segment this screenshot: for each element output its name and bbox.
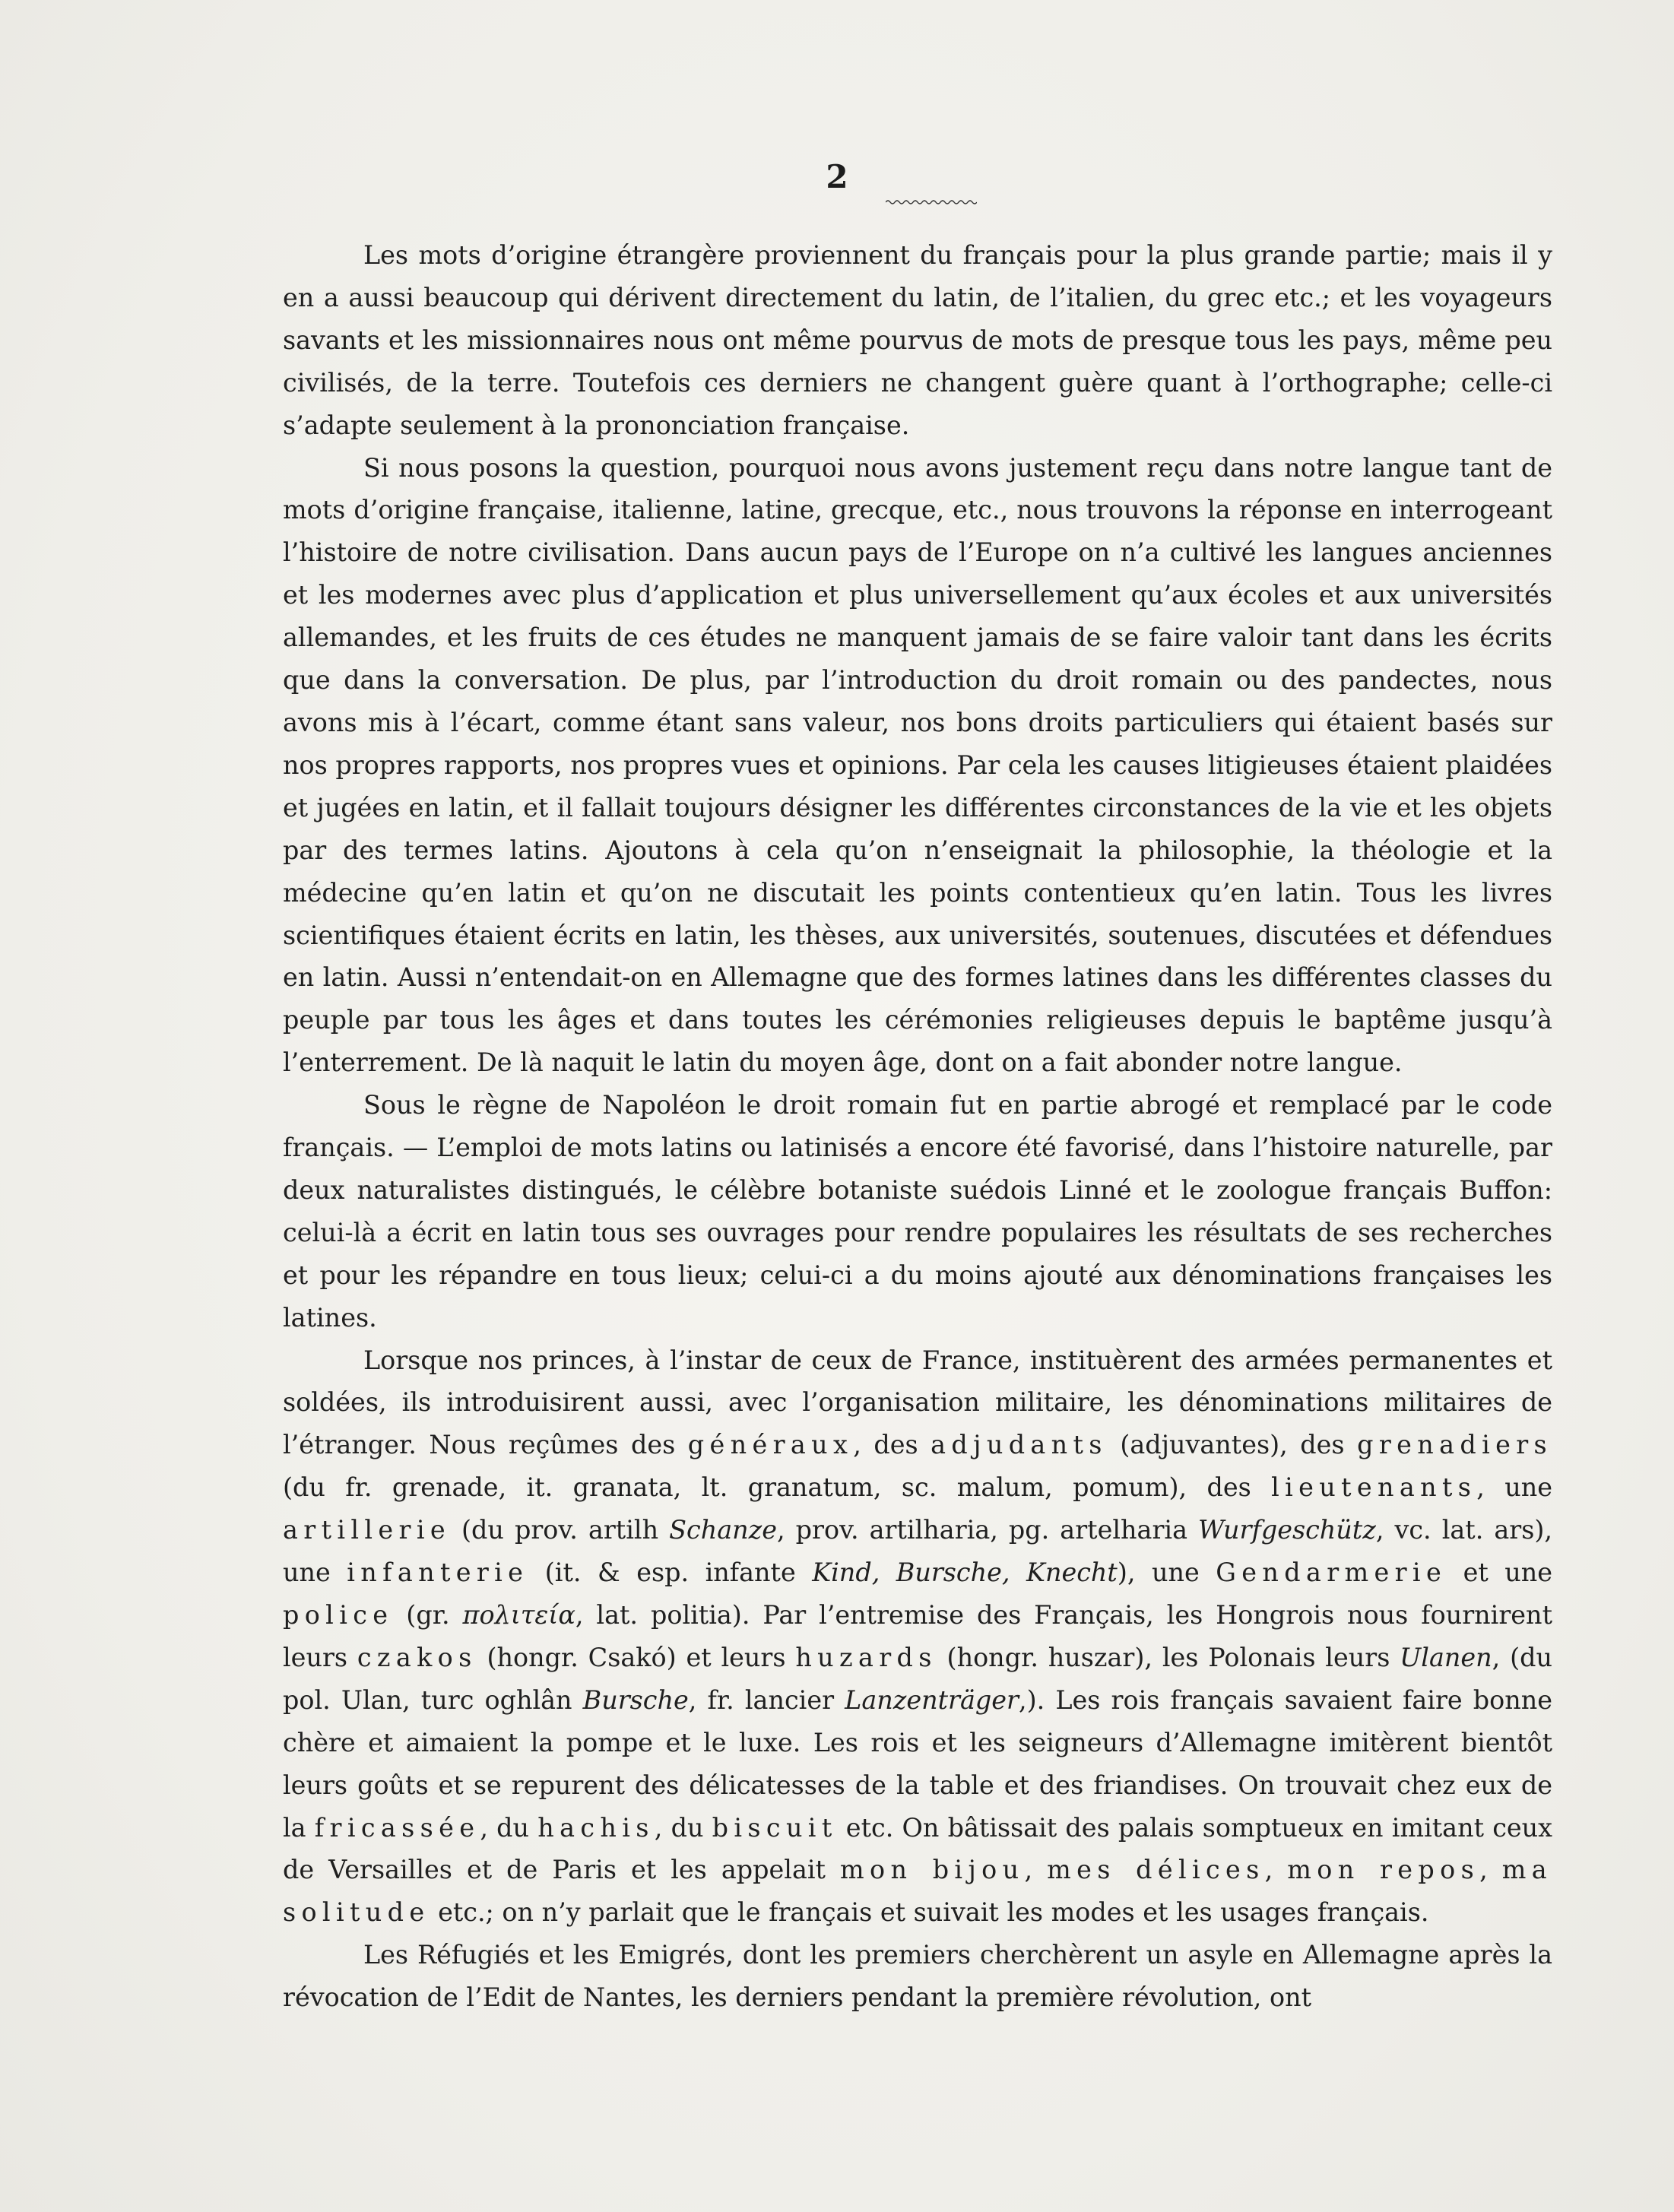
text-run: , lat. politia). Par l’entremise des Français, les Hongrois nous fournirent leurs (283, 1600, 1552, 1672)
italic-term: Kind, Bursche, Knecht (812, 1558, 1118, 1588)
text-run: Sous le règne de Napoléon le droit romain fut en partie abrogé et remplacé par le code français. — L’emploi de mots latins ou latinisés a encore été favorisé, dans l’histoire naturelle, par deux naturalistes distingués, le célèbre botaniste suédois Linné et le zoologue français Buffon: celui-là a écrit en latin tous ses ouvrages pour rendre populaires les résultats de ses recherches et pour les répandre en tous lieux; celui-ci a du moins ajouté aux dénominations françaises les latines. (283, 1090, 1552, 1333)
italic-term: Schanze (669, 1515, 777, 1545)
paragraph (283, 234, 1552, 447)
text-run: (adjuvantes), des (1107, 1430, 1358, 1460)
spaced-term: infanterie (347, 1558, 529, 1588)
body-text (283, 234, 1552, 2019)
spaced-term: police (283, 1600, 394, 1630)
italic-term: πολιτεία (462, 1600, 575, 1630)
spaced-term: généraux (687, 1430, 854, 1460)
spaced-term: mon repos (1287, 1855, 1480, 1885)
italic-term: Lanzenträger (845, 1684, 1019, 1715)
text-run: ,). Les rois français savaient faire bonne chère et aimaient la pompe et le luxe. Les rois et les seigneurs d’Allemagne imitèrent bientôt leurs goûts et se repurent des délicatesses de la table et des friandises. On trouvait chez eux de la (283, 1684, 1553, 1843)
spaced-term: hachis (537, 1812, 655, 1843)
text-run: Les Réfugiés et les Emigrés, dont les premiers cherchèrent un asyle en Allemagne après la révocation de l’Edit de Nantes, les derniers pendant la première révolution, ont (283, 1940, 1552, 2013)
spaced-term: grenadiers (1357, 1430, 1553, 1460)
page-number-container (0, 158, 1674, 195)
spaced-term: ma solitude (283, 1855, 1552, 1928)
text-run: Les mots d’origine étrangère proviennent du français pour la plus grande partie; mais il y en a aussi beaucoup qui dérivent directement du latin, de l’italien, du grec etc.; et les voyageurs savants et les missionnaires nous ont même pourvus de mots de presque tous les pays, même peu civilisés, de la terre. Toutefois ces derniers ne changent guère quant à l’orthographe; celle-ci s’adapte seulement à la prononciation française. (283, 240, 1552, 440)
text-run: et une (1447, 1558, 1552, 1588)
spaced-term: huzards (795, 1642, 937, 1672)
italic-term: Ulanen (1400, 1642, 1492, 1672)
text-run: , prov. artilharia, pg. artelharia (777, 1515, 1199, 1545)
spaced-term: lieutenants (1271, 1472, 1477, 1503)
text-run: (du fr. grenade, it. granata, lt. granatum, sc. malum, pomum), des (283, 1472, 1272, 1503)
text-run: , des (853, 1430, 931, 1460)
text-run: , fr. lancier (688, 1684, 845, 1715)
text-run: (hongr. Csakó) et leurs (477, 1642, 796, 1672)
spaced-term: Gendarmerie (1216, 1558, 1447, 1588)
spaced-term: artillerie (283, 1515, 451, 1545)
spaced-term: fricassée (314, 1812, 480, 1843)
text-run: (hongr. huszar), les Polonais leurs (937, 1642, 1400, 1672)
text-run: , (1264, 1855, 1288, 1885)
text-run: , (du pol. Ulan, turc oghlân (283, 1642, 1552, 1715)
spaced-term: mon bijou (840, 1855, 1025, 1885)
text-run: , une (1476, 1472, 1552, 1503)
page-number: 2 (826, 158, 848, 195)
page-number-ornament (886, 199, 977, 205)
paragraph (283, 1339, 1552, 1935)
text-run: , du (654, 1812, 712, 1843)
text-run: (gr. (393, 1600, 463, 1630)
text-run: (du prov. artilh (450, 1515, 670, 1545)
text-run: , du (480, 1812, 538, 1843)
text-run: Si nous posons la question, pourquoi nous avons justement reçu dans notre langue tant de mots d’origine française, italienne, latine, grecque, etc., nous trouvons la réponse en interrogeant l’histoire de notre civilisation. Dans aucun pays de l’Europe on n’a cultivé les langues anciennes et les modernes avec plus d’application et plus universellement qu’aux écoles et aux universités allemandes, et les fruits de ces études ne manquent jamais de se faire valoir tant dans les écrits que dans la conversation. De plus, par l’introduction du droit romain ou des pandectes, nous avons mis à l’écart, comme étant sans valeur, nos bons droits particuliers qui étaient basés sur nos propres rapports, nos propres vues et opinions. Par cela les causes litigieuses étaient plaidées et jugées en latin, et il fallait toujours désigner les différentes circonstances de la vie et les objets par des termes latins. Ajoutons à cela qu’on n’enseignait la philosophie, la théologie et la médecine qu’en latin et qu’on ne discutait les points contentieux qu’en latin. Tous les livres scientifiques étaient écrits en latin, les thèses, aux universités, soutenues, discutées et défendues en latin. Aussi n’entendait-on en Allemagne que des formes latines dans les différentes classes du peuple par tous les âges et dans toutes les cérémonies religieuses depuis le baptême jusqu’à l’enterrement. De là naquit le latin du moyen âge, dont on a fait abonder notre langue. (283, 452, 1552, 1078)
text-run: ), une (1117, 1558, 1216, 1588)
text-run: etc. On bâtissait des palais somptueux en imitant ceux de Versailles et de Paris et les appelait (283, 1812, 1553, 1885)
paragraph (283, 1934, 1552, 2019)
text-run: , (1479, 1855, 1502, 1885)
text-run: , vc. lat. ars), une (283, 1515, 1552, 1588)
spaced-term: adjudants (931, 1430, 1108, 1460)
text-run: (it. & esp. infante (528, 1558, 813, 1588)
italic-term: Bursche (582, 1684, 689, 1715)
italic-term: Wurfgeschütz (1198, 1515, 1376, 1545)
text-run: , (1024, 1855, 1048, 1885)
spaced-term: czakos (357, 1642, 477, 1672)
spaced-term: biscuit (712, 1812, 838, 1843)
paragraph (283, 447, 1552, 1085)
text-run: Lorsque nos princes, à l’instar de ceux de France, instituèrent des armées permanentes et soldées, ils introduisirent aussi, avec l’organisation militaire, les dénominations militaires de l’étranger. Nous reçûmes des (283, 1345, 1552, 1460)
spaced-term: mes délices (1047, 1855, 1265, 1885)
text-run: etc.; on n’y parlait que le français et suivait les modes et les usages français. (430, 1897, 1429, 1928)
paragraph (283, 1084, 1552, 1339)
